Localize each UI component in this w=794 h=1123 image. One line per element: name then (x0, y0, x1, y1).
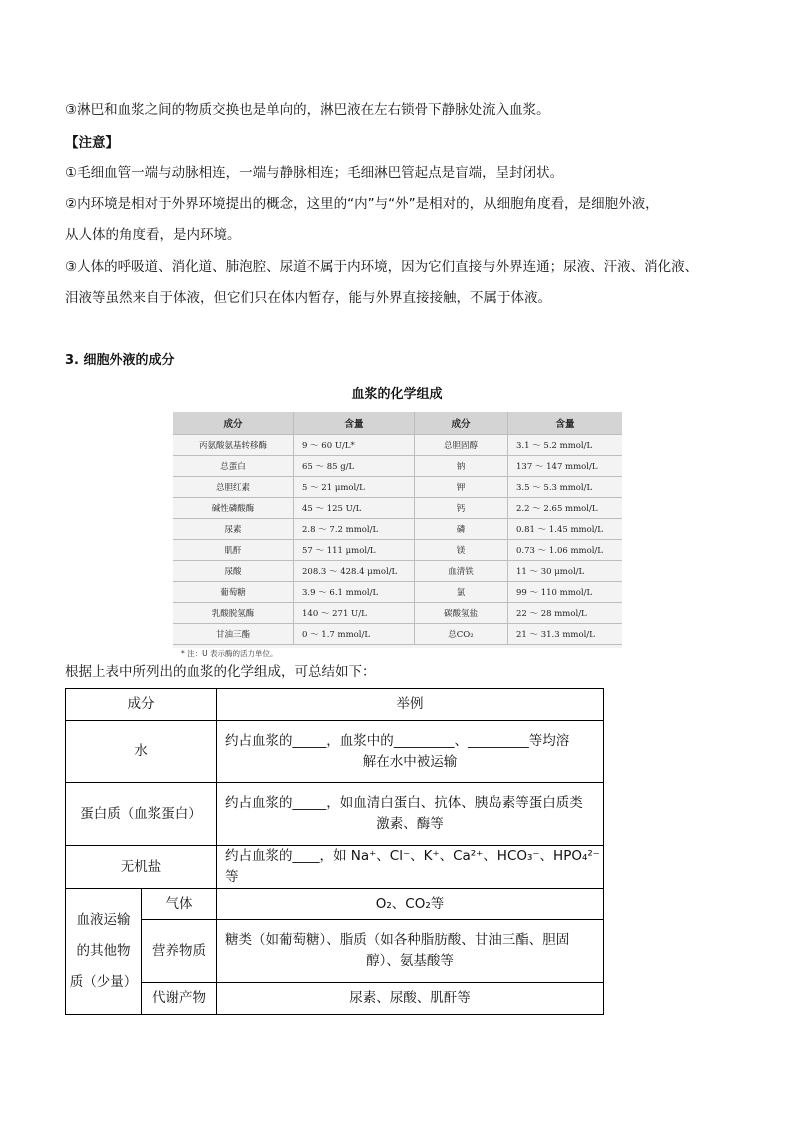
plasma-table-row (173, 624, 622, 645)
section-title: 细胞外液的成分 (83, 353, 175, 368)
water-label: 水 (66, 721, 217, 783)
waste-label: 代谢产物 (142, 983, 217, 1015)
amount-cell: 2.8 ～ 7.2 mmol/L (294, 519, 415, 540)
other-substances-line-2: 的其他物 (76, 943, 131, 959)
note-item-3-line-1: ③人体的呼吸道、消化道、肺泡腔、尿道不属于内环境，因为它们直接与外界连通；尿液、汗液、消化液、 (65, 259, 699, 275)
summary-header-component: 成分 (66, 689, 217, 721)
nutrient-example (217, 920, 604, 983)
component-cell: 葡萄糖 (173, 582, 294, 603)
other-substances-line-1: 血液运输 (76, 912, 131, 928)
component-cell: 甘油三酯 (173, 624, 294, 645)
plasma-table-row (173, 477, 622, 498)
plasma-composition-table (173, 412, 622, 658)
summary-row-salt (66, 846, 604, 889)
amount-cell: 22 ～ 28 mmol/L (508, 603, 623, 624)
component-cell: 尿素 (173, 519, 294, 540)
component-cell: 镁 (415, 540, 508, 561)
salt-example: 约占血浆的____，如 Na⁺、Cl⁻、K⁺、Ca²⁺、HCO₃⁻、HPO₄²⁻等 (217, 846, 604, 889)
plasma-table-row (173, 519, 622, 540)
summary-row-nutrients (66, 920, 604, 983)
plasma-table-title: 血浆的化学组成 (351, 387, 443, 402)
component-cell: 总胆固醇 (415, 435, 508, 456)
component-cell: 总CO₂ (415, 624, 508, 645)
summary-row-protein (66, 783, 604, 846)
amount-cell: 140 ～ 271 U/L (294, 603, 415, 624)
summary-row-gas (66, 889, 604, 920)
component-cell: 乳酸脱氢酶 (173, 603, 294, 624)
water-example-line-1: 约占血浆的_____，血浆中的_________、_________等均溶 (225, 732, 570, 749)
other-substances-line-3: 质（少量） (69, 974, 138, 990)
section-heading (65, 351, 175, 371)
header-amount: 含量 (508, 412, 623, 435)
component-cell: 碱性磷酸酶 (173, 498, 294, 519)
protein-example (217, 783, 604, 846)
header-amount: 含量 (294, 412, 415, 435)
summary-header-example: 举例 (217, 689, 604, 721)
summary-header-row (66, 689, 604, 721)
note-item-1: ①毛细血管一端与动脉相连，一端与静脉相连；毛细淋巴管起点是盲端，呈封闭状。 (65, 165, 564, 181)
plasma-table-header (173, 412, 622, 435)
paragraph-lymph-exchange: ③淋巴和血浆之间的物质交换也是单向的，淋巴液在左右锁骨下静脉处流入血浆。 (65, 102, 550, 118)
note-item-3-line-2: 泪液等虽然来自于体液，但它们只在体内暂存，能与外界直接接触，不属于体液。 (65, 290, 551, 306)
plasma-table-footnote: * 注：U 表示酶的活力单位。 (181, 649, 278, 658)
component-cell: 尿酸 (173, 561, 294, 582)
component-cell: 钠 (415, 456, 508, 477)
amount-cell: 9 ～ 60 U/L* (294, 435, 415, 456)
protein-example-line-2: 激素、酶等 (376, 816, 444, 832)
note-heading: 【注意】 (65, 135, 119, 151)
component-cell: 磷 (415, 519, 508, 540)
amount-cell: 21 ～ 31.3 mmol/L (508, 624, 623, 645)
nutrient-example-line-1: 糖类（如葡萄糖）、脂质（如各种脂肪酸、甘油三酯、胆固 (225, 932, 570, 948)
component-cell: 碳酸氢盐 (415, 603, 508, 624)
other-substances-label (66, 889, 142, 1015)
amount-cell: 5 ～ 21 μmol/L (294, 477, 415, 498)
plasma-table-row (173, 540, 622, 561)
salt-label: 无机盐 (66, 846, 217, 889)
component-cell: 肌酐 (173, 540, 294, 561)
amount-cell: 65 ～ 85 g/L (294, 456, 415, 477)
amount-cell: 57 ～ 111 μmol/L (294, 540, 415, 561)
plasma-table-row (173, 435, 622, 456)
note-item-2-line-2: 从人体的角度看，是内环境。 (65, 227, 241, 243)
plasma-table-row (173, 456, 622, 477)
plasma-table-row (173, 498, 622, 519)
gas-example: O₂、CO₂等 (217, 889, 604, 920)
amount-cell: 0.73 ～ 1.06 mmol/L (508, 540, 623, 561)
summary-row-water (66, 721, 604, 783)
amount-cell: 208.3 ～ 428.4 μmol/L (294, 561, 415, 582)
component-cell: 血清铁 (415, 561, 508, 582)
waste-example: 尿素、尿酸、肌酐等 (217, 983, 604, 1015)
amount-cell: 0 ～ 1.7 mmol/L (294, 624, 415, 645)
summary-intro: 根据上表中所列出的血浆的化学组成，可总结如下： (65, 664, 376, 680)
nutrient-example-line-2: 醇）、氨基酸等 (366, 953, 454, 969)
amount-cell: 137 ～ 147 mmol/L (508, 456, 623, 477)
nutrient-label: 营养物质 (142, 920, 217, 983)
gas-label: 气体 (142, 889, 217, 920)
component-cell: 钾 (415, 477, 508, 498)
note-item-2-line-1: ②内环境是相对于外界环境提出的概念，这里的“内”与“外”是相对的，从细胞角度看，是细胞外液， (65, 196, 659, 212)
plasma-table-row (173, 582, 622, 603)
amount-cell: 3.5 ～ 5.3 mmol/L (508, 477, 623, 498)
amount-cell: 11 ～ 30 μmol/L (508, 561, 623, 582)
section-number: 3. (65, 353, 79, 368)
component-cell: 氯 (415, 582, 508, 603)
component-cell: 总蛋白 (173, 456, 294, 477)
component-cell: 总胆红素 (173, 477, 294, 498)
amount-cell: 45 ～ 125 U/L (294, 498, 415, 519)
amount-cell: 3.1 ～ 5.2 mmol/L (508, 435, 623, 456)
summary-table (65, 688, 604, 1015)
header-component: 成分 (173, 412, 294, 435)
plasma-table-row (173, 561, 622, 582)
summary-row-waste (66, 983, 604, 1015)
protein-label: 蛋白质（血浆蛋白） (66, 783, 217, 846)
component-cell: 钙 (415, 498, 508, 519)
component-cell: 丙氨酸氨基转移酶 (173, 435, 294, 456)
plasma-table-row (173, 603, 622, 624)
water-example-line-2: 解在水中被运输 (362, 753, 458, 770)
protein-example-line-1: 约占血浆的_____，如血清白蛋白、抗体、胰岛素等蛋白质类 (225, 795, 583, 811)
header-component: 成分 (415, 412, 508, 435)
amount-cell: 0.81 ～ 1.45 mmol/L (508, 519, 623, 540)
amount-cell: 2.2 ～ 2.65 mmol/L (508, 498, 623, 519)
water-example (217, 721, 604, 783)
amount-cell: 99 ～ 110 mmol/L (508, 582, 623, 603)
amount-cell: 3.9 ～ 6.1 mmol/L (294, 582, 415, 603)
